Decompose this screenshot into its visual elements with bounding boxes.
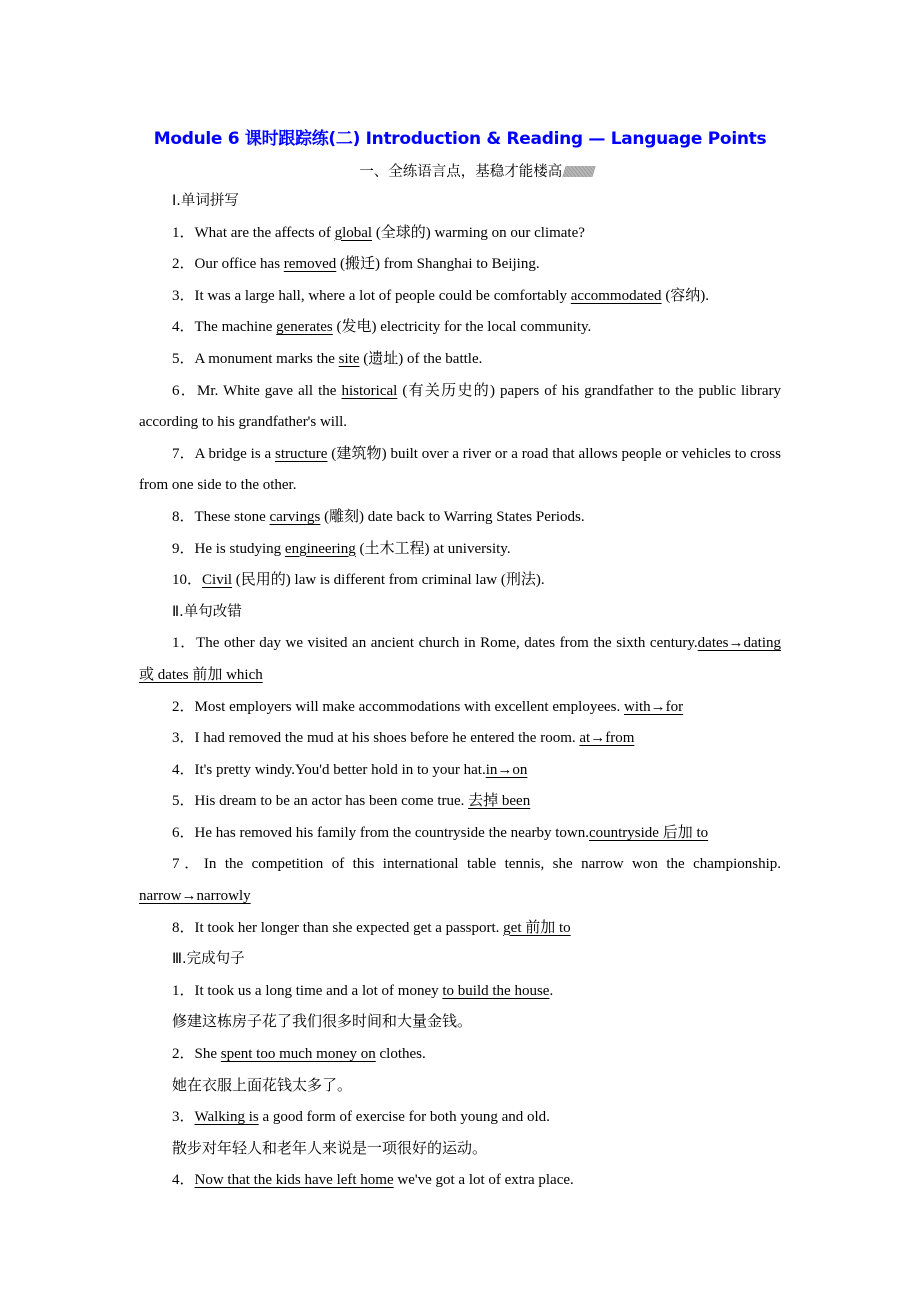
answer-text: removed: [283, 256, 337, 273]
exercise-item: [139, 786, 781, 818]
question-text: 10．: [172, 572, 203, 589]
question-text: (民用的) law is different from criminal law (刑法).: [232, 572, 545, 589]
section-subtitle: [0, 160, 920, 181]
question-text: 1．The other day we visited an ancient church in Rome, dates from the sixth century.: [172, 635, 698, 652]
answer-text: 去掉 been: [468, 793, 531, 810]
exercise-item: [139, 534, 781, 566]
answer-text: in→on: [485, 761, 528, 778]
answer-text: to build the house: [442, 982, 550, 999]
question-text: (容纳).: [661, 287, 710, 304]
exercise-item: [139, 439, 781, 502]
question-text: 4．: [172, 1172, 195, 1189]
answer-text: historical: [341, 382, 398, 399]
section-heading: [139, 597, 781, 629]
answer-text: Civil: [202, 572, 233, 589]
exercise-item: [139, 344, 781, 376]
question-text: 7．A bridge is a: [172, 445, 275, 462]
answer-text: get 前加 to: [503, 919, 571, 936]
answer-text: countryside 后加 to: [588, 824, 709, 841]
answer-text: with→for: [623, 698, 684, 715]
question-text: (雕刻) date back to Warring States Periods.: [320, 508, 585, 525]
answer-text: at→from: [579, 730, 635, 747]
question-text: 2．Our office has: [172, 256, 284, 273]
answer-text: Now that the kids have left home: [194, 1172, 394, 1189]
exercise-item: [139, 849, 781, 912]
section-heading: [139, 944, 781, 976]
exercise-item: [139, 976, 781, 1008]
hatch-decoration: //////////////////////: [562, 165, 593, 180]
question-text: clothes.: [375, 1046, 426, 1063]
answer-text: engineering: [284, 540, 356, 557]
question-text: 2．Most employers will make accommodations with excellent employees.: [172, 698, 624, 715]
exercise-item: [139, 1165, 781, 1197]
subtitle-text: 一、全练语言点，基稳才能楼高: [359, 164, 563, 180]
exercise-item: [139, 249, 781, 281]
exercise-item: [139, 1134, 781, 1166]
answer-text: global: [334, 224, 373, 241]
question-text: 修建这栋房子花了我们很多时间和大量金钱。: [172, 1014, 473, 1031]
answer-text: accommodated: [570, 287, 662, 304]
question-text: 她在衣服上面花钱太多了。: [172, 1077, 353, 1094]
exercise-item: [139, 218, 781, 250]
question-text: .: [549, 982, 554, 999]
question-text: Ⅱ.单句改错: [172, 603, 242, 620]
exercise-item: [139, 1039, 781, 1071]
exercise-item: [139, 502, 781, 534]
question-text: (发电) electricity for the local community.: [332, 319, 592, 336]
question-text: 5．A monument marks the: [172, 350, 339, 367]
question-text: 3．It was a large hall, where a lot of people could be comfortably: [172, 287, 571, 304]
question-text: Ⅲ.完成句子: [172, 951, 245, 968]
exercise-item: [139, 565, 781, 597]
question-text: 6．He has removed his family from the countryside the nearby town.: [172, 824, 589, 841]
question-text: (土木工程) at university.: [355, 540, 511, 557]
question-text: 1．It took us a long time and a lot of money: [172, 982, 443, 999]
answer-text: Walking is: [194, 1109, 259, 1126]
document-title: Module 6 课时跟踪练(二) Introduction & Reading — Language Points: [153, 129, 767, 149]
question-text: 散步对年轻人和老年人来说是一项很好的运动。: [172, 1140, 488, 1157]
exercise-item: [139, 312, 781, 344]
question-text: 6．Mr. White gave all the: [172, 382, 342, 399]
exercise-item: [139, 1102, 781, 1134]
question-text: 9．He is studying: [172, 540, 285, 557]
answer-text: narrow→narrowly: [139, 888, 251, 905]
question-text: 4．The machine: [172, 319, 277, 336]
exercise-item: [139, 692, 781, 724]
question-text: 3．: [172, 1109, 195, 1126]
question-text: (遗址) of the battle.: [359, 350, 483, 367]
exercise-item: [139, 281, 781, 313]
exercise-item: [139, 755, 781, 787]
question-text: 5．His dream to be an actor has been come true.: [172, 793, 469, 810]
answer-text: dates→dating 或 dates 前加 which: [139, 635, 781, 683]
question-text: 8．These stone: [172, 508, 270, 525]
exercise-item: [139, 376, 781, 439]
answer-text: site: [338, 350, 360, 367]
exercise-item: [139, 628, 781, 691]
exercise-item: [139, 1007, 781, 1039]
question-text: 8．It took her longer than she expected get a passport.: [172, 919, 504, 936]
exercise-item: [139, 913, 781, 945]
exercise-item: [139, 818, 781, 850]
question-text: 4．It's pretty windy.You'd better hold in to your hat.: [172, 761, 486, 778]
question-text: 1．What are the affects of: [172, 224, 335, 241]
exercise-item: [139, 723, 781, 755]
question-text: Ⅰ.单词拼写: [172, 193, 239, 209]
question-text: (全球的) warming on our climate?: [372, 224, 585, 241]
answer-text: generates: [276, 319, 333, 336]
answer-text: structure: [274, 445, 328, 462]
section-heading: [139, 186, 781, 218]
answer-text: spent too much money on: [220, 1046, 376, 1063]
question-text: 7．In the competition of this international table tennis, she narrow won the championship.: [172, 856, 781, 873]
question-text: 3．I had removed the mud at his shoes before he entered the room.: [172, 730, 580, 747]
question-text: 2．She: [172, 1046, 221, 1063]
answer-text: carvings: [269, 508, 321, 525]
exercise-item: [139, 1071, 781, 1103]
question-text: a good form of exercise for both young and old.: [258, 1109, 550, 1126]
question-text: (有关历史的) papers of his grandfather to the public library according to his grandfather's will.: [139, 382, 781, 431]
question-text: (搬迁) from Shanghai to Beijing.: [336, 256, 540, 273]
question-text: (建筑物) built over a river or a road that allows people or vehicles to cross from one side to the other.: [139, 445, 781, 494]
question-text: we've got a lot of extra place.: [393, 1172, 574, 1189]
exercise-content: [139, 186, 781, 1197]
